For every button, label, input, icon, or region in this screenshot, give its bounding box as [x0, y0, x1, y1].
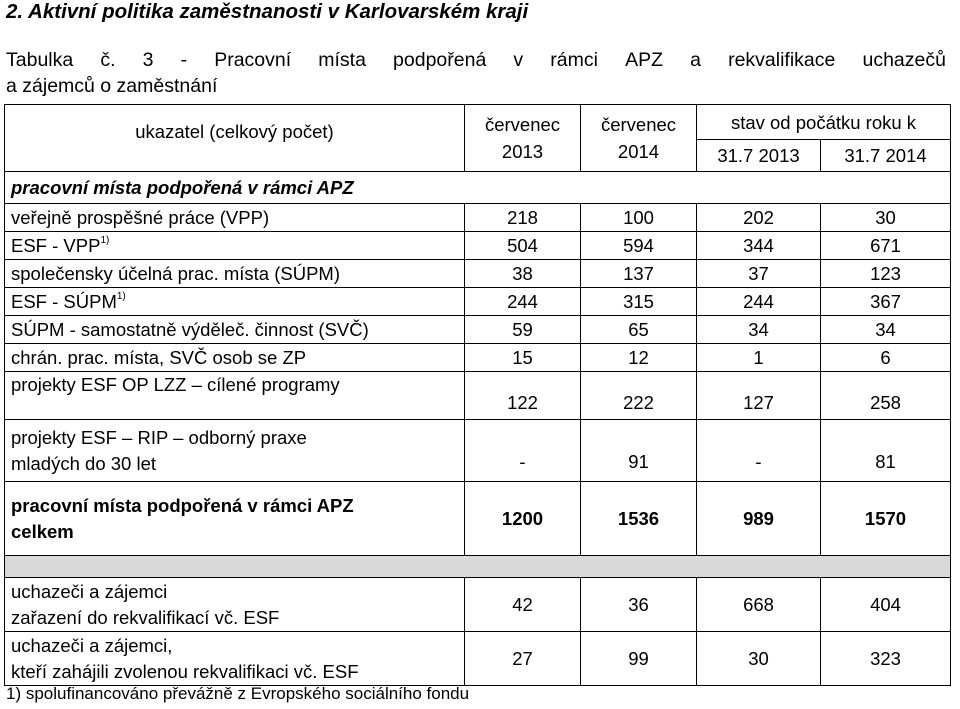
row-label-line-2: zařazení do rekvalifikací vč. ESF: [11, 606, 280, 628]
row-value: 671: [821, 232, 951, 260]
section-row: [5, 172, 951, 204]
table-row: [5, 204, 951, 232]
row-label: [5, 344, 465, 372]
caption-line-2: a zájemců o zaměstnání: [6, 75, 218, 97]
caption-word: Pracovní: [214, 49, 292, 71]
total-row: [5, 482, 951, 556]
row-value: 504: [465, 232, 581, 260]
row-value: 258: [821, 372, 951, 420]
header-col-2: [581, 105, 697, 172]
spacer-row: [5, 556, 951, 578]
row-value: 244: [465, 288, 581, 316]
total-label-line-1: pracovní místa podpořená v rámci APZ: [11, 494, 354, 516]
row-label: [5, 316, 465, 344]
table-row: [5, 372, 951, 420]
row-value: 367: [821, 288, 951, 316]
header-indicator: ukazatel (celkový počet): [5, 105, 465, 172]
header-col-2-line-2: 2014: [617, 141, 660, 162]
row-value: 100: [581, 204, 697, 232]
table-row: [5, 316, 951, 344]
header-col-1-line-1: červenec: [484, 114, 561, 135]
row-value: 59: [465, 316, 581, 344]
row-value: 65: [581, 316, 697, 344]
row-value: 315: [581, 288, 697, 316]
row-label: [5, 232, 465, 260]
row-value: 123: [821, 260, 951, 288]
row-label: [5, 204, 465, 232]
row-value: 99: [581, 632, 697, 686]
spacer-cell: [5, 556, 951, 578]
row-label: projekty ESF OP LZZ – cílené programy: [5, 372, 465, 420]
row-label: [5, 578, 465, 632]
table-row: [5, 344, 951, 372]
row-value: 137: [581, 260, 697, 288]
header-col-1: [465, 105, 581, 172]
header-col-1-line-2: 2013: [501, 141, 544, 162]
caption-word: APZ: [625, 49, 663, 71]
row-value: 27: [465, 632, 581, 686]
caption-word: rekvalifikace: [728, 49, 836, 71]
caption-word: a: [690, 49, 701, 71]
section-title: pracovní místa podpořená v rámci APZ: [5, 172, 951, 204]
total-value: 989: [697, 482, 821, 556]
data-table: [4, 104, 951, 686]
row-value: 91: [581, 420, 697, 482]
page-heading: 2. Aktivní politika zaměstnanosti v Karlovarském kraji: [6, 0, 529, 23]
row-label: [5, 288, 465, 316]
row-label-line-1: projekty ESF – RIP – odborný praxe: [11, 426, 307, 448]
row-value: 218: [465, 204, 581, 232]
row-label: [5, 420, 465, 482]
header-col-4: 31.7 2014: [821, 140, 951, 172]
row-value: 594: [581, 232, 697, 260]
row-value: 38: [465, 260, 581, 288]
caption-word: uchazečů: [862, 49, 946, 71]
caption-word: 3: [142, 49, 154, 71]
row-label-line-1: uchazeči a zájemci: [11, 580, 168, 602]
table-caption: [6, 47, 946, 99]
row-value: 81: [821, 420, 951, 482]
row-label-text: chrán. prac. místa, SVČ osob se ZP: [11, 346, 307, 368]
caption-word: rámci: [550, 49, 598, 71]
table-row: [5, 632, 951, 686]
row-value: 323: [821, 632, 951, 686]
caption-word: místa: [318, 49, 366, 71]
row-value: 34: [821, 316, 951, 344]
header-row-1: [5, 105, 951, 140]
table-row: [5, 232, 951, 260]
row-value: 12: [581, 344, 697, 372]
row-value: 244: [697, 288, 821, 316]
row-value: 42: [465, 578, 581, 632]
row-value: 36: [581, 578, 697, 632]
footnote: 1) spolufinancováno převážně z Evropského sociálního fondu: [6, 684, 470, 703]
rows-body: [5, 204, 951, 372]
row-label-text: společensky účelná prac. místa (SÚPM): [11, 262, 341, 284]
row-value: 404: [821, 578, 951, 632]
caption-word: v: [513, 49, 524, 71]
row-label-text: SÚPM - samostatně výděleč. činnost (SVČ): [11, 318, 369, 340]
row-label-line-1: uchazeči a zájemci,: [11, 634, 173, 656]
total-label-line-2: celkem: [11, 520, 74, 542]
total-value: 1536: [581, 482, 697, 556]
row-value: 30: [821, 204, 951, 232]
row-value: 1: [697, 344, 821, 372]
row-label-text: ESF - SÚPM: [11, 290, 117, 312]
row-label: [5, 260, 465, 288]
header-stav: stav od počátku roku k: [697, 105, 951, 140]
caption-word: -: [180, 49, 188, 71]
row-label-line-2: mladých do 30 let: [11, 452, 157, 474]
row-value: 222: [581, 372, 697, 420]
row-value: 6: [821, 344, 951, 372]
row-value: 127: [697, 372, 821, 420]
caption-word: Tabulka: [6, 49, 74, 71]
row-value: 15: [465, 344, 581, 372]
table-row: [5, 260, 951, 288]
total-value: 1200: [465, 482, 581, 556]
row-label-text: ESF - VPP: [11, 234, 101, 256]
table-row: [5, 420, 951, 482]
row-label-line-2: kteří zahájili zvolenou rekvalifikaci vč. ESF: [11, 660, 359, 682]
table-row: [5, 578, 951, 632]
row-value: -: [697, 420, 821, 482]
total-label: [5, 482, 465, 556]
header-col-3: 31.7 2013: [697, 140, 821, 172]
footnote-marker: 1): [116, 291, 126, 303]
table-row: [5, 288, 951, 316]
row-value: -: [465, 420, 581, 482]
row-label-text: veřejně prospěšné práce (VPP): [11, 206, 270, 228]
row-value: 122: [465, 372, 581, 420]
row-value: 30: [697, 632, 821, 686]
row-label: [5, 632, 465, 686]
row-value: 668: [697, 578, 821, 632]
row-value: 37: [697, 260, 821, 288]
row-value: 344: [697, 232, 821, 260]
footnote-marker: 1): [100, 235, 110, 247]
total-value: 1570: [821, 482, 951, 556]
caption-line-1: [6, 47, 946, 73]
caption-word: podpořená: [393, 49, 487, 71]
row-value: 202: [697, 204, 821, 232]
row-value: 34: [697, 316, 821, 344]
caption-word: č.: [100, 49, 116, 71]
header-col-2-line-1: červenec: [600, 114, 677, 135]
